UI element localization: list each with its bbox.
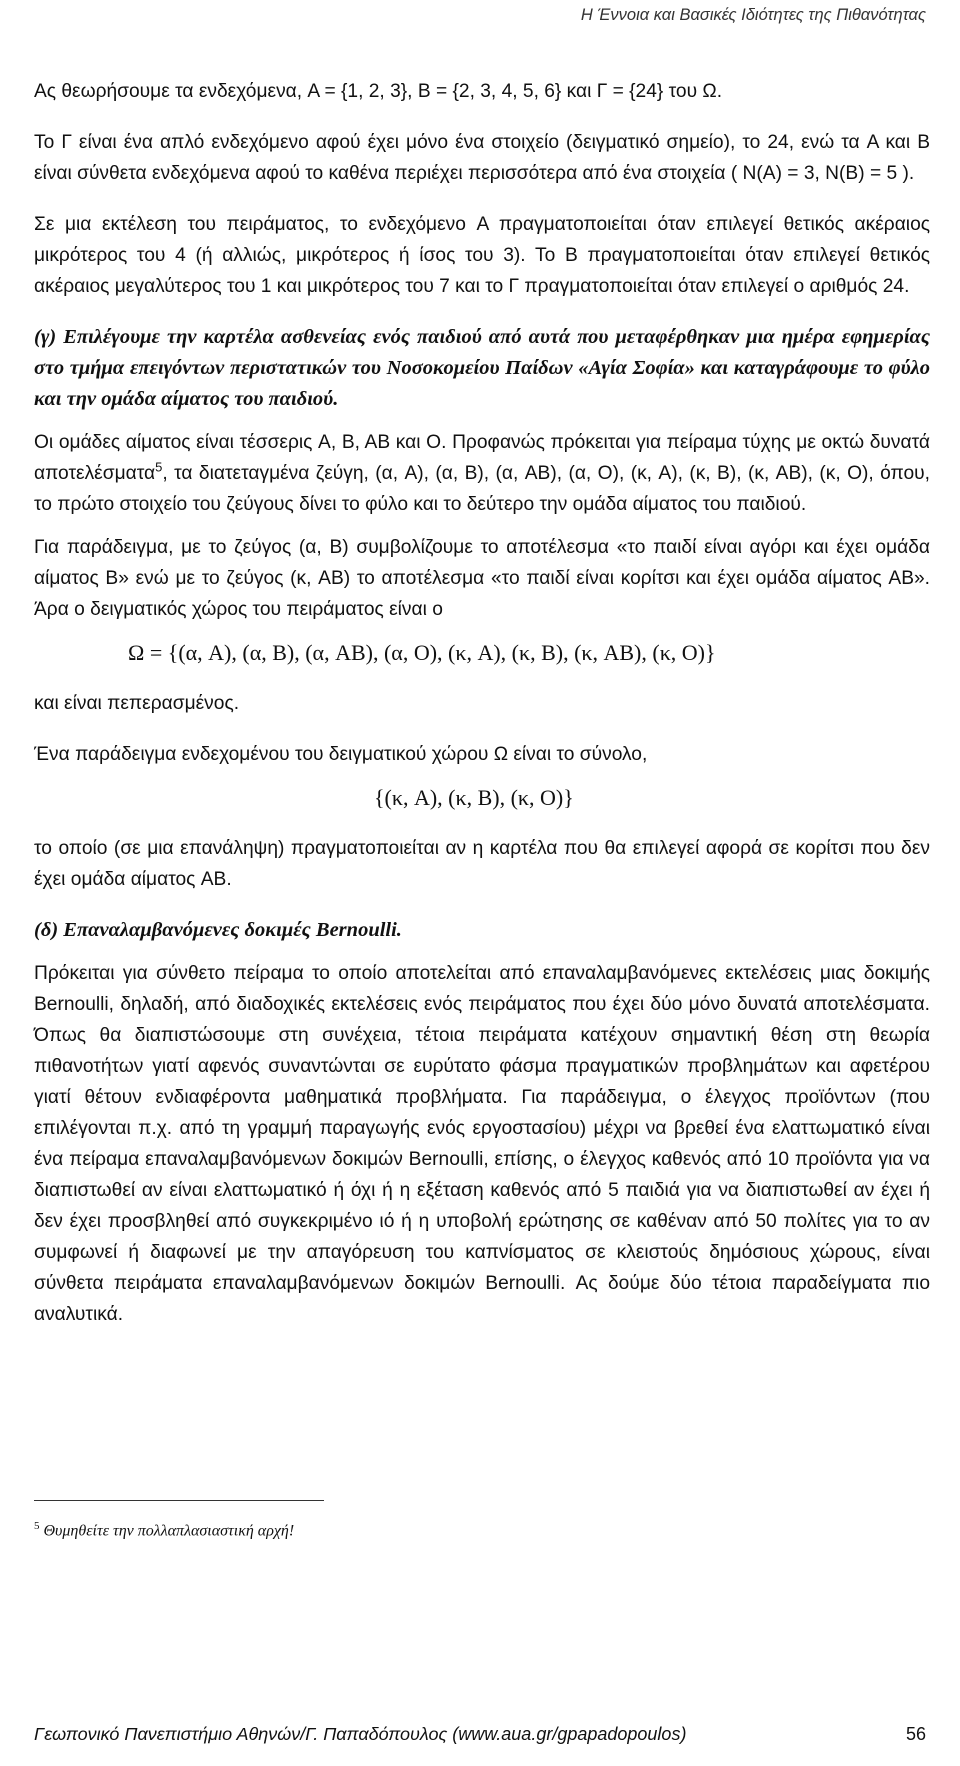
body-text — [34, 76, 930, 1350]
running-header: Η Έννοια και Βασικές Ιδιότητες της Πιθανότητας — [580, 6, 926, 24]
footer-source: Γεωπονικό Πανεπιστήμιο Αθηνών/Γ. Παπαδόπουλος (www.aua.gr/gpapadopoulos) — [34, 1724, 687, 1744]
paragraph-simple-compound: Το Γ είναι ένα απλό ενδεχόμενο αφού έχει μόνο ένα στοιχείο (δειγματικό σημείο), το 24, ενώ τα A και B είναι σύνθετα ενδεχόμενα αφού το καθένα περιέχει περισσότερα από ένα στοιχεία ( N(A) = 3, N(B) = 5 ). — [34, 132, 930, 184]
paragraph-bernoulli: Πρόκειται για σύνθετο πείραμα το οποίο αποτελείται από επαναλαμβανόμενες εκτελέσεις μιας δοκιμής Bernoulli, δηλαδή, από διαδοχικές εκτελέσεις ενός πειράματος που έχει δύο μόνο δυνατά αποτελέσματα. Όπως θα διαπιστώσουμε στη συνέχεια, τέτοια πειράματα κατέχουν σημαντική θέση στη θεωρία πιθανοτήτων γιατί αφενός συναντώνται σε ευρύτατο φάσμα πραγματικών προβλημάτων και αφετέρου γιατί θέτουν ενδιαφέροντα μαθηματικά προβλήματα. Για παράδειγμα, ο έλεγχος προϊόντων (που επιλέγονται π.χ. από τη γραμμή παραγωγής ενός εργοστασίου) μέχρι να βρεθεί ένα ελαττωματικό είναι ένα πείραμα επαναλαμβανόμενων δοκιμών Bernoulli, επίσης, ο έλεγχος καθενός από 10 προϊόντα για να διαπιστωθεί αν είναι ελαττωματικό ή όχι ή η εξέταση καθενός από 5 παιδιά για να διαπιστωθεί αν έχει ή δεν έχει προσβληθεί από συγκεκριμένο ιό ή η υποβολή ερώτησης σε καθέναν από 50 πολίτες για το αν συμφωνεί ή διαφωνεί με την απαγόρευση του καπνίσματος σε κλειστούς δημόσιους χώρους, είναι σύνθετα πειράματα επαναλαμβανόμενων δοκιμών Bernoulli. Ας δούμε δύο τέτοια παραδείγματα πιο αναλυτικά. — [34, 963, 930, 1325]
paragraph-blood-groups — [34, 427, 930, 520]
blood-groups-text: Οι ομάδες αίματος είναι τέσσερις A, B, AB και O. Προφανώς πρόκειται για πείραμα τύχης με οκτώ δυνατά αποτελέσματα — [34, 432, 930, 484]
example-heading-g: (γ) Επιλέγουμε την καρτέλα ασθενείας ενός παιδιού από αυτά που μεταφέρθηκαν μια ημέρα εφημερίας στο τμήμα επειγόντων περιστατικών του Νοσοκομείου Παίδων «Αγία Σοφία» και καταγράφουμε το φύλο και την ομάδα αίματος του παιδιού. — [34, 326, 930, 410]
event-formula: {(κ, A), (κ, B), (κ, O)} — [374, 785, 574, 810]
paragraph-event-example: Ένα παράδειγμα ενδεχομένου του δειγματικού χώρου Ω είναι το σύνολο, — [34, 744, 648, 765]
paragraph-event-meaning: το οποίο (σε μια επανάληψη) πραγματοποιείται αν η καρτέλα που θα επιλεγεί αφορά σε κορίτσι που δεν έχει ομάδα αίματος AB. — [34, 838, 930, 890]
page-number: 56 — [905, 1724, 926, 1744]
paragraph-pair-example: Για παράδειγμα, με το ζεύγος (α, B) συμβολίζουμε το αποτέλεσμα «το παιδί είναι αγόρι και έχει ομάδα αίματος B» ενώ με το ζεύγος (κ, AB) το αποτέλεσμα «το παιδί είναι κορίτσι και έχει ομάδα αίματος AB». Άρα ο δειγματικός χώρος του πειράματος είναι ο — [34, 537, 930, 620]
page-footer — [34, 1724, 926, 1745]
sample-space-formula: Ω = {(α, A), (α, B), (α, AB), (α, O), (κ, A), (κ, B), (κ, AB), (κ, O)} — [128, 640, 716, 665]
paragraph-events-definition: Ας θεωρήσουμε τα ενδεχόμενα, A = {1, 2, 3}, B = {2, 3, 4, 5, 6} και Γ = {24} του Ω. — [34, 81, 723, 102]
footnote-marker: 5 — [155, 459, 163, 475]
footnote-text: Θυμηθείτε την πολλαπλασιαστική αρχή! — [43, 1522, 295, 1540]
paragraph-realization: Σε μια εκτέλεση του πειράματος, το ενδεχόμενο A πραγματοποιείται όταν επιλεγεί θετικός ακέραιος μικρότερος του 4 (ή αλλιώς, μικρότερος ή ίσος του 3). Το B πραγματοποιείται όταν επιλεγεί θετικός ακέραιος μεγαλύτερος του 1 και μικρότερος του 7 και το Γ πραγματοποιείται όταν επιλεγεί ο αριθμός 24. — [34, 214, 930, 297]
paragraph-finite: και είναι πεπερασμένος. — [34, 693, 240, 714]
footnote-number: 5 — [34, 1520, 40, 1532]
footnote — [34, 1520, 294, 1540]
example-heading-d: (δ) Επαναλαμβανόμενες δοκιμές Bernoulli. — [34, 919, 402, 941]
footnote-divider — [34, 1500, 324, 1501]
blood-groups-pairs-text: , τα διατεταγμένα ζεύγη, (α, A), (α, B), (α, AB), (α, O), (κ, A), (κ, B), (κ, AB), (κ, O), όπου, το πρώτο στοιχείο του ζεύγους δίνει το φύλο και το δεύτερο την ομάδα αίματος του παιδιού. — [34, 463, 930, 515]
